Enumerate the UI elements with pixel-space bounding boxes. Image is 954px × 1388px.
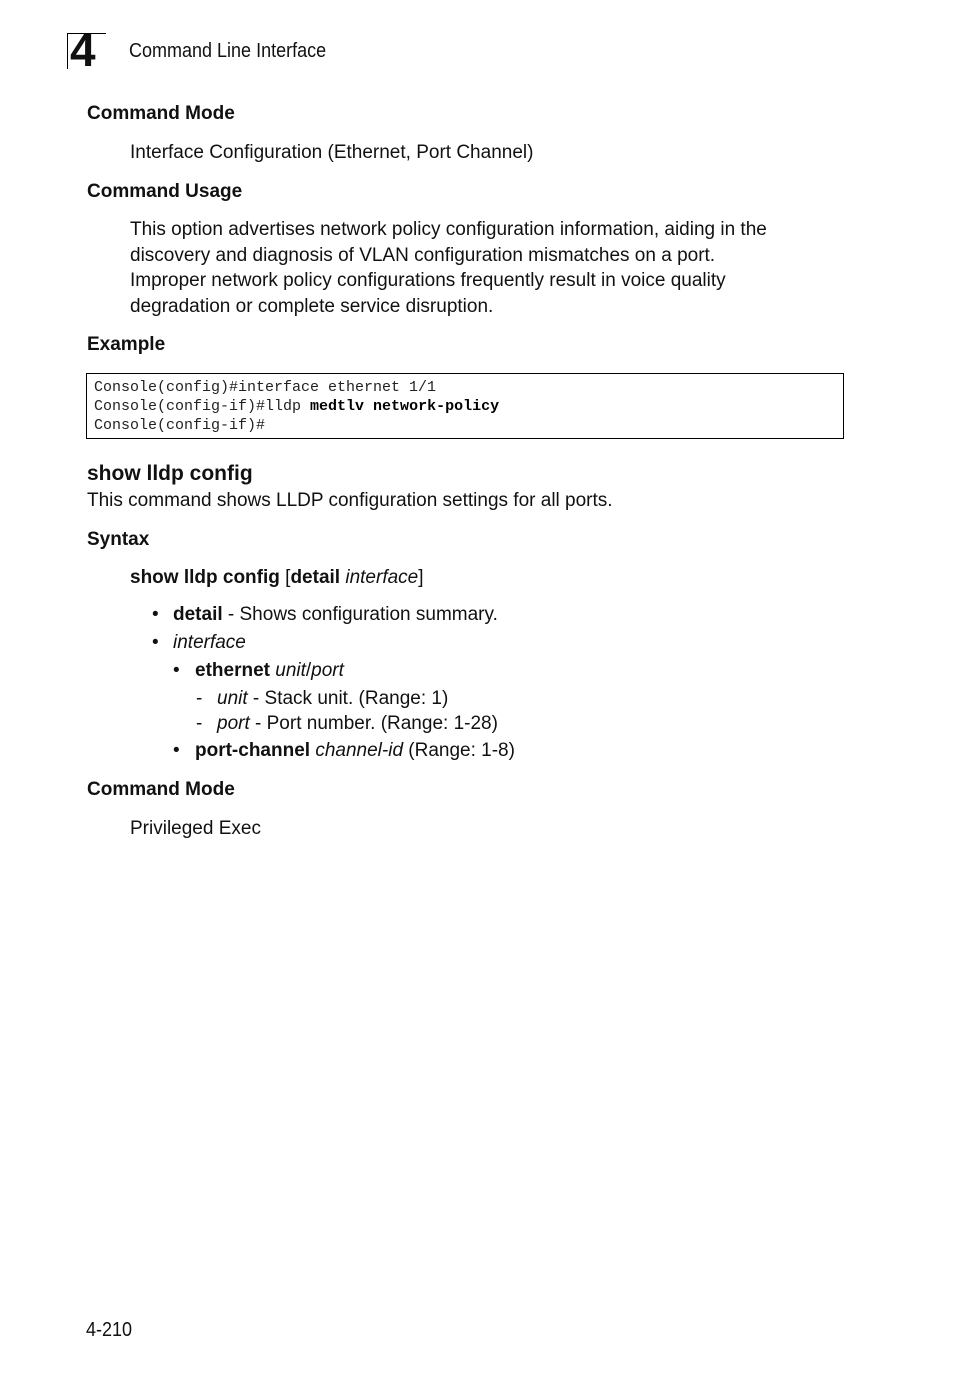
list-item-port-channel (195, 738, 515, 763)
syntax-open: [ (279, 567, 291, 588)
unit-arg: unit (275, 660, 306, 681)
usage-line: This option advertises network policy configuration information, aiding in the (130, 219, 767, 240)
command-description: This command shows LLDP configuration settings for all ports. (87, 490, 613, 511)
usage-line: degradation or complete service disruption. (130, 295, 494, 317)
command-title: show lldp config (87, 462, 253, 485)
header-title: Command Line Interface (129, 40, 327, 62)
command-mode-text-2: Privileged Exec (130, 818, 261, 839)
pc-arg: channel-id (315, 740, 404, 761)
bullet: • (152, 632, 159, 653)
syntax-heading: Syntax (87, 529, 150, 550)
list-item-unit (217, 686, 448, 711)
code-line: Console(config)#interface ethernet 1/1 (94, 379, 437, 396)
code-line (94, 397, 843, 416)
syntax-close: ] (418, 567, 424, 588)
code-example (86, 373, 844, 439)
bullet: • (152, 604, 159, 625)
bullet: • (173, 740, 180, 761)
dash: - (196, 688, 203, 709)
port-desc: - Port number. (Range: 1-28) (249, 713, 498, 734)
list-item-detail (173, 602, 498, 627)
detail-kw: detail (173, 604, 223, 625)
command-mode-heading: Command Mode (87, 103, 235, 124)
list-item-ethernet (195, 658, 344, 683)
syntax-kw: detail (290, 567, 341, 588)
code-prefix: Console(config-if)#lldp (94, 398, 311, 415)
command-mode-text: Interface Configuration (Ethernet, Port Channel) (130, 142, 534, 163)
usage-line: Improper network policy configurations frequently result in voice quality (130, 270, 726, 291)
syntax-cmd: show lldp config (130, 567, 280, 588)
example-heading: Example (87, 334, 166, 355)
code-line: Console(config-if)# (94, 417, 266, 434)
list-item-port (217, 711, 498, 736)
unit-arg: unit (217, 688, 248, 709)
command-usage-text (130, 217, 850, 319)
syntax-arg: interface (345, 567, 419, 588)
detail-desc: - Shows configuration summary. (222, 604, 498, 625)
syntax-line (130, 565, 424, 590)
code-bold: medtlv network-policy (310, 398, 500, 415)
slash: / (305, 660, 312, 681)
port-arg: port (311, 660, 344, 681)
ethernet-kw: ethernet (195, 660, 270, 681)
bullet: • (173, 660, 180, 681)
pc-kw: port-channel (195, 740, 311, 761)
unit-desc: - Stack unit. (Range: 1) (247, 688, 449, 709)
interface-arg: interface (173, 632, 246, 653)
list-item-interface (173, 630, 246, 655)
page-number: 4-210 (86, 1319, 133, 1341)
chapter-number: 4 (70, 24, 95, 76)
pc-desc: (Range: 1-8) (403, 740, 515, 761)
command-usage-heading: Command Usage (87, 181, 243, 202)
usage-line: discovery and diagnosis of VLAN configuration mismatches on a port. (130, 244, 716, 266)
command-mode-heading-2: Command Mode (87, 779, 235, 800)
port-arg: port (217, 713, 250, 734)
dash: - (196, 713, 203, 734)
